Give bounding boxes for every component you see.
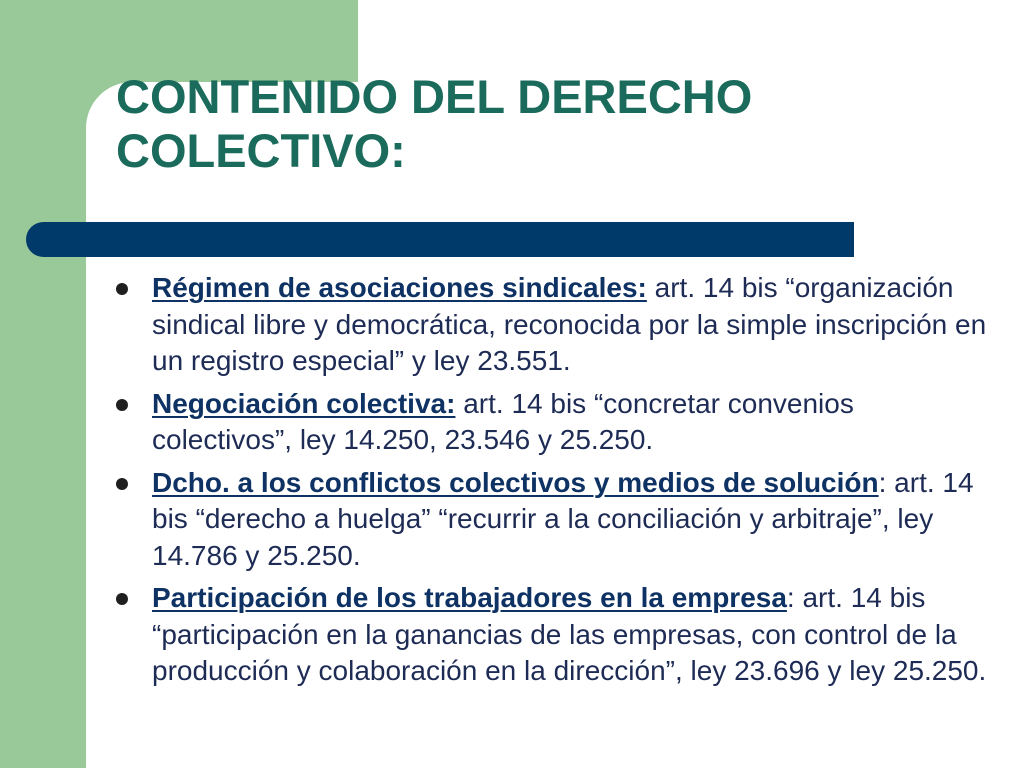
bullet-dot-icon — [116, 283, 128, 295]
bullet-term: Régimen de asociaciones sindicales: — [152, 272, 647, 303]
bullet-text: : art. 14 bis “derecho a huelga” “recurrir a la conciliación y arbitraje”, ley 14.786 y 25.250. — [152, 466, 974, 571]
bullet-item-participacion-trabajadores — [108, 580, 988, 690]
slide-title: CONTENIDO DEL DERECHO COLECTIVO: — [116, 70, 753, 177]
bullet-text: art. 14 bis “organización sindical libre y democrática, reconocida por la simple inscripción en un registro especial” y ley 23.551. — [152, 272, 987, 376]
bullet-list — [108, 270, 988, 696]
bullet-term: Participación de los trabajadores en la empresa — [152, 582, 787, 613]
bullet-text: : art. 14 bis “participación en la ganancias de las empresas, con control de la producción y colaboración en la dirección”, ley 23.696 y ley 25.250. — [152, 582, 987, 686]
bullet-term: Negociación colectiva: — [152, 387, 456, 419]
bullet-term: Dcho. a los conflictos colectivos y medios de solución — [152, 466, 879, 498]
bullet-item-asociaciones-sindicales — [108, 270, 988, 380]
bullet-dot-icon — [116, 478, 128, 490]
bullet-dot-icon — [116, 593, 128, 605]
bullet-item-negociacion-colectiva — [108, 386, 988, 459]
bullet-dot-icon — [116, 399, 128, 411]
bullet-item-conflictos-colectivos — [108, 465, 988, 575]
title-divider-bar — [26, 222, 854, 257]
bullet-text: art. 14 bis “concretar convenios colectivos”, ley 14.250, 23.546 y 25.250. — [152, 387, 854, 455]
